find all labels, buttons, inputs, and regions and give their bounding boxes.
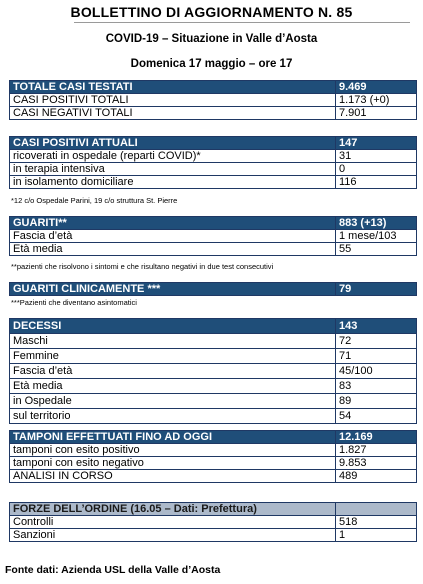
header-label: FORZE DELL’ORDINE (16.05 – Dati: Prefettura) [10,503,336,516]
table-header-row [10,319,417,334]
table-row [10,394,417,409]
table-header-row [10,81,417,94]
row-label: in terapia intensiva [10,163,336,176]
table-row [10,470,417,483]
table-row [10,94,417,107]
table-row [10,516,417,529]
row-value: 116 [336,176,417,189]
row-value: 55 [336,243,417,256]
title-divider [74,22,410,23]
row-value: 54 [336,409,417,424]
footnote-hospitals: *12 c/o Ospedale Parini, 19 c/o struttura St. Pierre [11,196,178,205]
table-row [10,163,417,176]
table-row [10,150,417,163]
row-label: Sanzioni [10,529,336,542]
row-label: Femmine [10,349,336,364]
row-label: Maschi [10,334,336,349]
row-value: 31 [336,150,417,163]
row-value: 0 [336,163,417,176]
table-row [10,243,417,256]
row-label: in Ospedale [10,394,336,409]
row-value: 1 [336,529,417,542]
table-header-row [10,503,417,516]
table-law-enforcement [9,502,417,542]
row-value: 83 [336,379,417,394]
row-label: ricoverati in ospedale (reparti COVID)* [10,150,336,163]
row-label: CASI POSITIVI TOTALI [10,94,336,107]
data-source: Fonte dati: Azienda USL della Valle d’Aosta [5,564,221,576]
table-header-row [10,283,417,296]
table-swabs [9,430,417,483]
row-label: sul territorio [10,409,336,424]
table-row [10,444,417,457]
table-row [10,349,417,364]
table-row [10,176,417,189]
row-label: CASI NEGATIVI TOTALI [10,107,336,120]
header-value [336,503,417,516]
table-row [10,409,417,424]
row-label: ANALISI IN CORSO [10,470,336,483]
table-total-tested [9,80,417,120]
header-value: 883 (+13) [336,217,417,230]
row-label: tamponi con esito positivo [10,444,336,457]
row-label: Fascia d’età [10,230,336,243]
table-row [10,107,417,120]
row-value: 1.173 (+0) [336,94,417,107]
footnote-clinically: ***Pazienti che diventano asintomatici [11,298,137,307]
header-label: CASI POSITIVI ATTUALI [10,137,336,150]
table-row [10,230,417,243]
table-row [10,529,417,542]
row-value: 45/100 [336,364,417,379]
row-value: 7.901 [336,107,417,120]
table-header-row [10,431,417,444]
table-header-row [10,217,417,230]
footnote-recovered: **pazienti che risolvono i sintomi e che risultano negativi in due test consecutivi [11,262,274,271]
header-label: TAMPONI EFFETTUATI FINO AD OGGI [10,431,336,444]
bulletin-date: Domenica 17 maggio – ore 17 [130,58,293,70]
header-value: 12.169 [336,431,417,444]
table-row [10,457,417,470]
bulletin-subtitle: COVID-19 – Situazione in Valle d’Aosta [105,33,318,45]
header-value: 147 [336,137,417,150]
header-label: DECESSI [10,319,336,334]
row-value: 1 mese/103 [336,230,417,243]
header-label: GUARITI CLINICAMENTE *** [10,283,336,296]
header-label: TOTALE CASI TESTATI [10,81,336,94]
table-row [10,379,417,394]
table-deaths [9,318,417,424]
row-label: tamponi con esito negativo [10,457,336,470]
row-value: 71 [336,349,417,364]
row-label: Controlli [10,516,336,529]
row-value: 72 [336,334,417,349]
row-value: 518 [336,516,417,529]
row-label: in isolamento domiciliare [10,176,336,189]
bulletin-title: BOLLETTINO DI AGGIORNAMENTO N. 85 [70,4,353,20]
header-label: GUARITI** [10,217,336,230]
row-label: Fascia d’età [10,364,336,379]
table-row [10,334,417,349]
table-current-positive [9,136,417,189]
row-value: 1.827 [336,444,417,457]
header-value: 9.469 [336,81,417,94]
row-value: 489 [336,470,417,483]
row-value: 9.853 [336,457,417,470]
row-label: Età media [10,379,336,394]
table-recovered [9,216,417,256]
row-value: 89 [336,394,417,409]
header-value: 79 [336,283,417,296]
table-row [10,364,417,379]
header-value: 143 [336,319,417,334]
table-header-row [10,137,417,150]
row-label: Età media [10,243,336,256]
table-clinically-recovered [9,282,417,296]
